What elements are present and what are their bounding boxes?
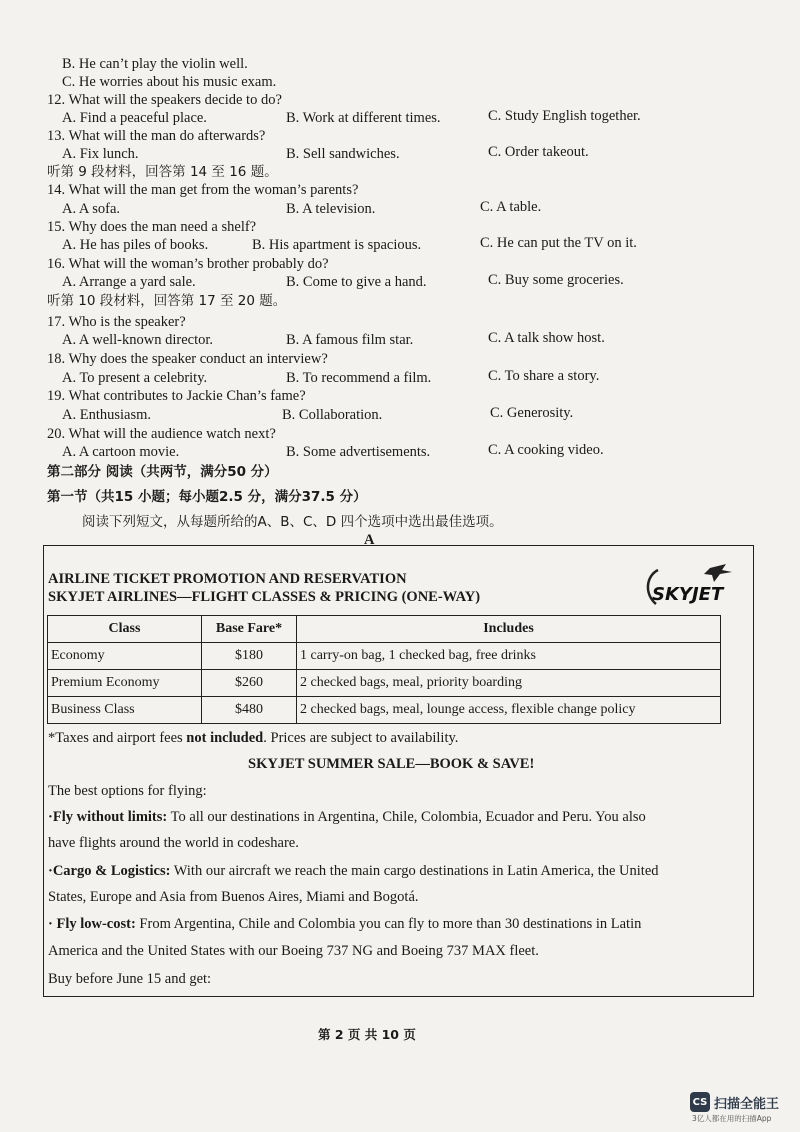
table-header-row: [48, 616, 721, 643]
scanner-watermark: [690, 1092, 779, 1112]
section-title: 第一节（共15 小题；每小题2.5 分，满分37.5 分）: [47, 489, 367, 505]
scanner-tagline: 3亿人都在用的扫描App: [692, 1114, 772, 1123]
option-a: A. Arrange a yard sale.: [62, 274, 196, 290]
table-row: [48, 643, 721, 670]
option-line: B. He can’t play the violin well.: [62, 56, 248, 72]
intro-text: The best options for flying:: [48, 783, 207, 799]
question-18: 18. Why does the speaker conduct an interview?: [47, 351, 328, 367]
question-16: 16. What will the woman’s brother probably do?: [47, 256, 329, 272]
sale-title: SKYJET SUMMER SALE—BOOK & SAVE!: [248, 756, 535, 772]
option-a: A. Find a peaceful place.: [62, 110, 207, 126]
class-cell: Business Class: [48, 697, 202, 724]
option-a: A. A cartoon movie.: [62, 444, 180, 460]
class-cell: Economy: [48, 643, 202, 670]
class-cell: Premium Economy: [48, 670, 202, 697]
option-c: C. A talk show host.: [488, 330, 605, 346]
option-line: C. He worries about his music exam.: [62, 74, 277, 90]
question-12: 12. What will the speakers decide to do?: [47, 92, 282, 108]
paragraph-line: [48, 862, 659, 880]
fare-table: [47, 615, 721, 724]
p1-text: To all our destinations in Argentina, Chile, Colombia, Ecuador and Peru. You also: [167, 809, 646, 825]
section-heading: 听第 9 段材料，回答第 14 至 16 题。: [47, 164, 278, 180]
header-fare: Base Fare*: [202, 616, 297, 643]
option-a: A. A sofa.: [62, 201, 120, 217]
option-a: A. He has piles of books.: [62, 237, 209, 253]
paragraph-line: have flights around the world in codeshare.: [48, 835, 299, 851]
cs-logo-icon: CS: [690, 1092, 710, 1112]
header-class: Class: [48, 616, 202, 643]
option-c: C. Buy some groceries.: [488, 272, 624, 288]
question-13: 13. What will the man do afterwards?: [47, 128, 266, 144]
option-c: C. Study English together.: [488, 108, 641, 124]
fare-cell: $480: [202, 697, 297, 724]
buy-line: Buy before June 15 and get:: [48, 971, 212, 987]
fare-cell: $260: [202, 670, 297, 697]
option-c: C. He can put the TV on it.: [480, 235, 637, 251]
note-prefix: *Taxes and airport fees: [48, 730, 187, 746]
option-a: A. Fix lunch.: [62, 146, 139, 162]
option-b: B. Collaboration.: [282, 407, 383, 423]
instruction: 阅读下列短文，从每题所给的A、B、C、D 四个选项中选出最佳选项。: [82, 514, 503, 530]
option-c: C. Generosity.: [490, 405, 574, 421]
includes-cell: 1 carry-on bag, 1 checked bag, free drinks: [297, 643, 721, 670]
option-b: B. To recommend a film.: [286, 370, 432, 386]
option-b: B. Come to give a hand.: [286, 274, 427, 290]
paragraph-line: States, Europe and Asia from Buenos Aires, Miami and Bogotá.: [48, 889, 419, 905]
p2-text: With our aircraft we reach the main cargo destinations in Latin America, the United: [170, 863, 659, 879]
passage-label: A: [364, 532, 375, 548]
p1-label: ·Fly without limits:: [48, 809, 168, 825]
option-b: B. A famous film star.: [286, 332, 414, 348]
option-c: C. A table.: [480, 199, 542, 215]
scanner-name: 扫描全能王: [714, 1096, 780, 1112]
ad-heading: AIRLINE TICKET PROMOTION AND RESERVATION: [48, 571, 407, 587]
logo-text: SKYJET: [652, 584, 724, 605]
option-a: A. To present a celebrity.: [62, 370, 208, 386]
note-bold: not included: [186, 730, 264, 746]
table-row: [48, 670, 721, 697]
note-suffix: . Prices are subject to availability.: [263, 730, 459, 746]
question-17: 17. Who is the speaker?: [47, 314, 186, 330]
question-19: 19. What contributes to Jackie Chan’s fame?: [47, 388, 306, 404]
question-14: 14. What will the man get from the woman’s parents?: [47, 182, 359, 198]
option-c: C. Order takeout.: [488, 144, 589, 160]
ad-subheading: SKYJET AIRLINES—FLIGHT CLASSES & PRICING (ONE-WAY): [48, 589, 481, 605]
paragraph-line: [48, 808, 646, 826]
section-heading: 听第 10 段材料，回答第 17 至 20 题。: [47, 293, 287, 309]
question-15: 15. Why does the man need a shelf?: [47, 219, 257, 235]
page-number: 第 2 页 共 10 页: [318, 1027, 416, 1042]
option-b: B. Some advertisements.: [286, 444, 431, 460]
option-b: B. Work at different times.: [286, 110, 441, 126]
part-title: 第二部分 阅读（共两节，满分50 分）: [47, 464, 278, 480]
p3-text: From Argentina, Chile and Colombia you can fly to more than 30 destinations in Latin: [135, 916, 642, 932]
option-b: B. A television.: [286, 201, 376, 217]
option-a: A. Enthusiasm.: [62, 407, 152, 423]
fare-cell: $180: [202, 643, 297, 670]
skyjet-logo: [640, 562, 740, 612]
option-c: C. A cooking video.: [488, 442, 604, 458]
p3-label: · Fly low-cost:: [48, 916, 136, 932]
option-b: B. His apartment is spacious.: [252, 237, 422, 253]
paragraph-line: America and the United States with our Boeing 737 NG and Boeing 737 MAX fleet.: [48, 943, 539, 959]
includes-cell: 2 checked bags, meal, lounge access, flexible change policy: [297, 697, 721, 724]
header-includes: Includes: [297, 616, 721, 643]
option-a: A. A well-known director.: [62, 332, 214, 348]
paragraph-line: [48, 915, 641, 933]
option-c: C. To share a story.: [488, 368, 600, 384]
question-20: 20. What will the audience watch next?: [47, 426, 276, 442]
fare-note: [48, 729, 458, 747]
option-b: B. Sell sandwiches.: [286, 146, 400, 162]
p2-label: ·Cargo & Logistics:: [48, 863, 171, 879]
table-row: [48, 697, 721, 724]
includes-cell: 2 checked bags, meal, priority boarding: [297, 670, 721, 697]
